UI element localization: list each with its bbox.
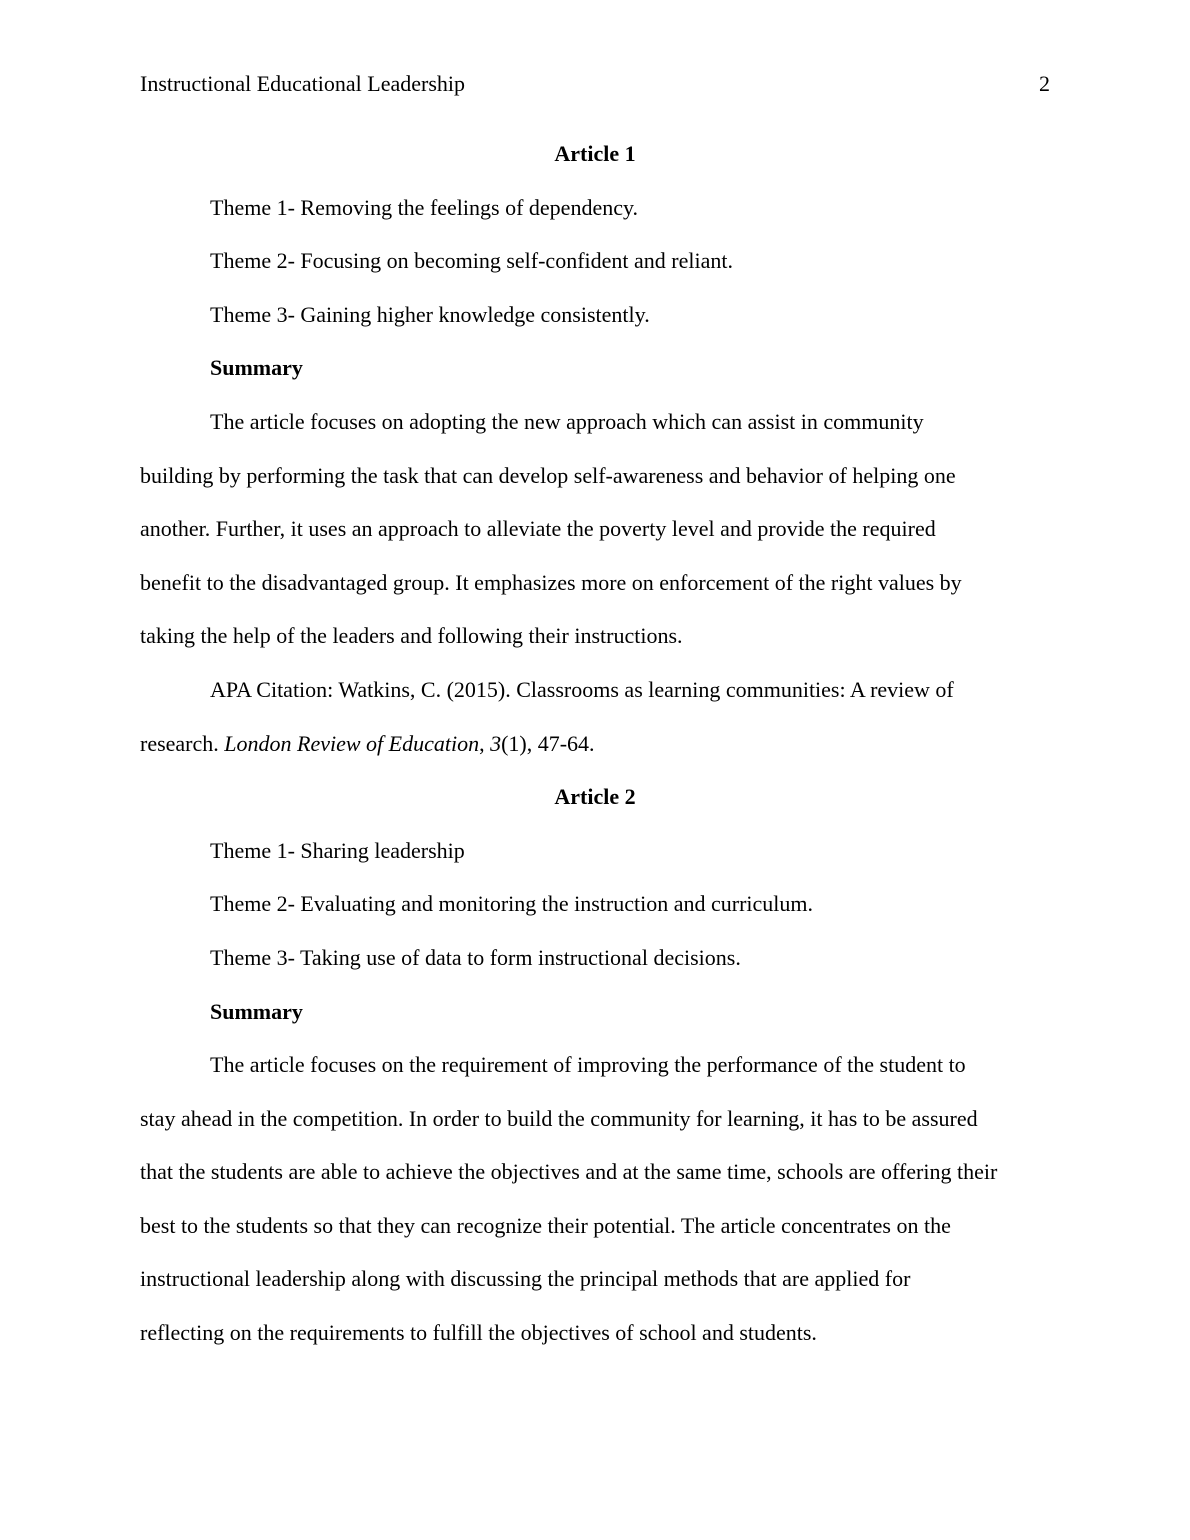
citation-journal: London Review of Education	[224, 730, 480, 756]
citation-volume: 3	[490, 730, 502, 756]
citation-comma: ,	[479, 730, 491, 756]
summary-line: The article focuses on adopting the new approach which can assist in community	[210, 408, 924, 434]
article-2-summary-paragraph	[140, 1038, 1050, 1360]
article-2-section	[140, 770, 1050, 1360]
article-2-heading: Article 2	[554, 784, 636, 810]
summary-line: another. Further, it uses an approach to alleviate the poverty level and provide the required	[140, 516, 936, 542]
header-title: Instructional Educational Leadership	[140, 71, 465, 96]
citation-issue-pages: (1), 47-64.	[501, 730, 595, 756]
article-2-theme-3: Theme 3- Taking use of data to form instructional decisions.	[210, 944, 741, 970]
article-1-summary-heading: Summary	[210, 355, 303, 381]
article-1-summary-paragraph	[140, 395, 1050, 663]
article-1-theme-3: Theme 3- Gaining higher knowledge consistently.	[210, 301, 650, 327]
article-1-theme-2: Theme 2- Focusing on becoming self-confident and reliant.	[210, 248, 733, 274]
article-2-theme-2: Theme 2- Evaluating and monitoring the instruction and curriculum.	[210, 891, 814, 917]
summary-line: stay ahead in the competition. In order to build the community for learning, it has to be assured	[140, 1105, 978, 1131]
running-header	[140, 70, 1050, 98]
article-2-theme-1: Theme 1- Sharing leadership	[210, 837, 465, 863]
summary-line: The article focuses on the requirement of improving the performance of the student to	[210, 1052, 966, 1078]
article-1-theme-1: Theme 1- Removing the feelings of dependency.	[210, 194, 639, 220]
summary-line: building by performing the task that can develop self-awareness and behavior of helping one	[140, 462, 956, 488]
page-number: 2	[1039, 71, 1050, 96]
article-1-section	[140, 127, 1050, 770]
summary-line: best to the students so that they can recognize their potential. The article concentrates on the	[140, 1212, 951, 1238]
summary-line: benefit to the disadvantaged group. It emphasizes more on enforcement of the right values by	[140, 569, 962, 595]
article-1-heading: Article 1	[554, 141, 636, 166]
summary-line: taking the help of the leaders and following their instructions.	[140, 623, 683, 649]
summary-line: that the students are able to achieve the objectives and at the same time, schools are offering their	[140, 1159, 998, 1185]
document-body	[140, 127, 1050, 1360]
article-2-summary-heading: Summary	[210, 998, 303, 1024]
article-1-citation	[140, 663, 1050, 770]
citation-prefix: research.	[140, 730, 225, 756]
citation-line-1: APA Citation: Watkins, C. (2015). Classrooms as learning communities: A review of	[210, 676, 954, 702]
citation-line-2	[140, 717, 1050, 771]
summary-line: instructional leadership along with discussing the principal methods that are applied for	[140, 1266, 911, 1292]
summary-line: reflecting on the requirements to fulfill the objectives of school and students.	[140, 1320, 817, 1346]
